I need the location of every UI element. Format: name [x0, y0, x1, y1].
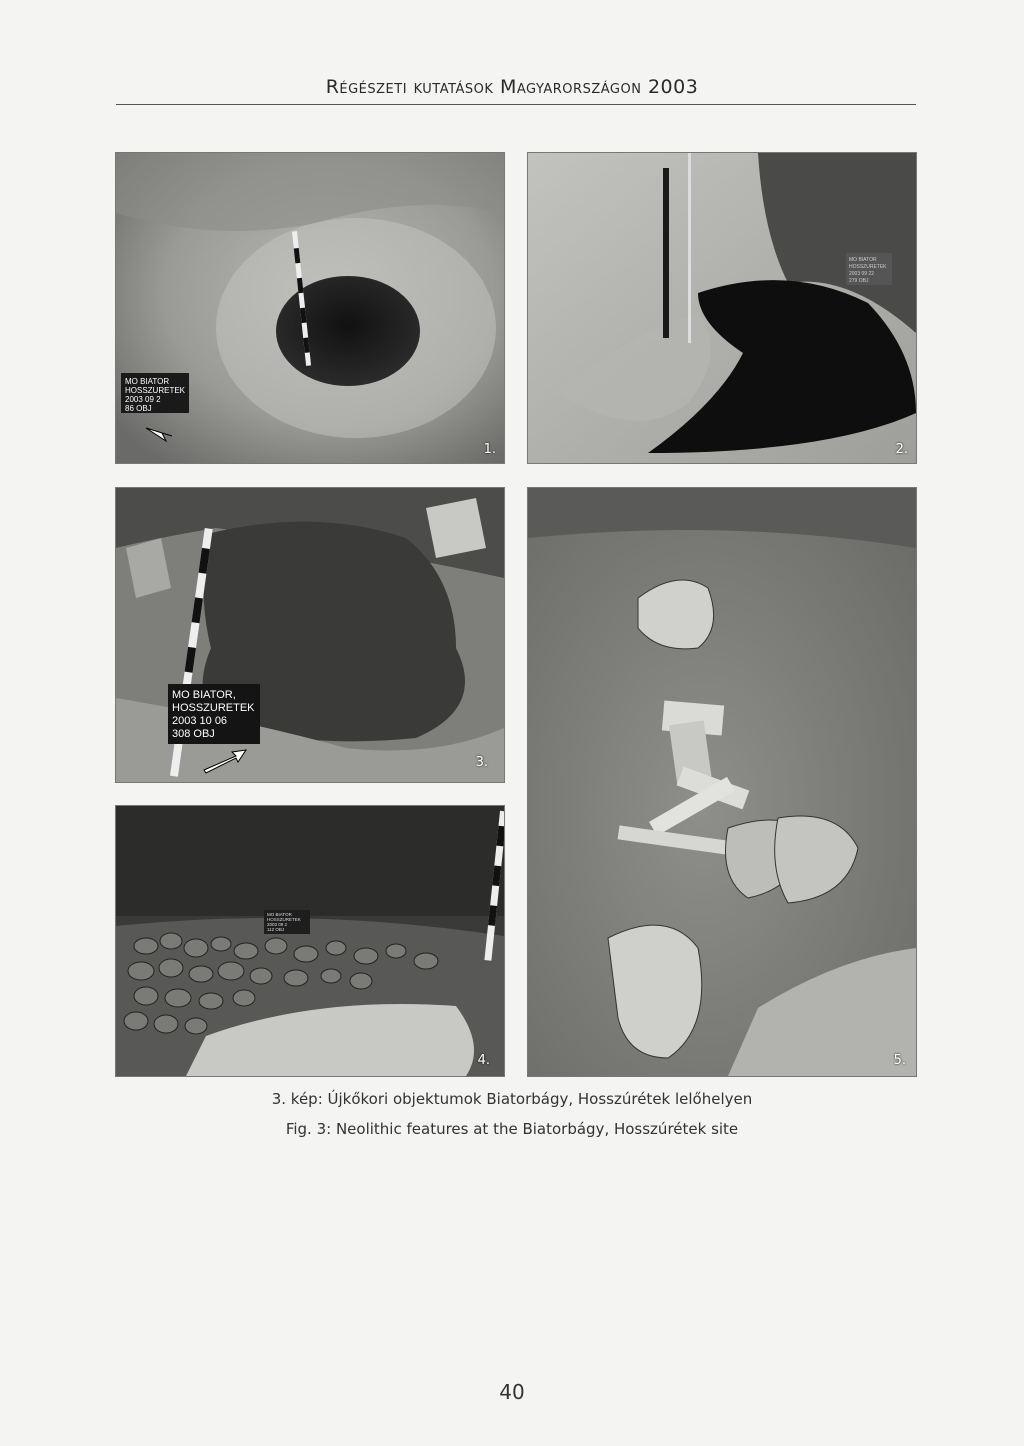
photo-2-label-1: MO BIATOR	[849, 257, 877, 263]
photo-1-label-3: 2003 09 2	[125, 395, 161, 404]
photo-3-label-3: 2003 10 06	[172, 715, 228, 727]
photo-2-label-4: 279 OBJ	[849, 278, 869, 284]
photo-4-number: 4.	[477, 1053, 490, 1068]
photo-2	[527, 152, 917, 464]
photo-3-label-1: MO BIATOR,	[172, 689, 236, 701]
photo-2-label-2: HOSSZURETEK	[849, 264, 887, 270]
photo-3-label-4: 308 OBJ	[172, 728, 215, 740]
photo-2-number: 2.	[895, 442, 908, 457]
caption-hungarian: 3. kép: Újkőkori objektumok Biatorbágy, Hosszúrétek lelőhelyen	[271, 1090, 753, 1108]
photo-4	[115, 805, 505, 1077]
caption-english: Fig. 3: Neolithic features at the Biatorbágy, Hosszúrétek site	[285, 1120, 739, 1138]
photo-1	[115, 152, 505, 464]
photo-2-label-3: 2003 09 22	[849, 271, 875, 277]
page-number: 40	[499, 1380, 525, 1404]
photo-1-number: 1.	[483, 442, 496, 457]
photo-4-label-1: MO BIATOR	[267, 912, 292, 917]
photo-1-label-2: HOSSZURETEK	[125, 386, 186, 395]
photo-4-label-2: HOSSZURETEK	[267, 917, 301, 922]
running-header: Régészeti kutatások Magyarországon 2003	[325, 76, 699, 98]
photo-4-label-3: 2003 09 2	[267, 922, 288, 927]
photo-5	[527, 487, 917, 1077]
photo-1-label-1: MO BIATOR	[125, 377, 170, 386]
photo-5-number: 5.	[893, 1053, 906, 1068]
header-rule	[116, 104, 916, 105]
photo-3-label-2: HOSSZURETEK	[172, 702, 255, 714]
photo-3	[115, 487, 505, 783]
photo-3-number: 3.	[475, 755, 488, 770]
photo-4-label-4: 112 OBJ	[267, 927, 285, 932]
photo-1-label-4: 86 OBJ	[125, 404, 152, 413]
